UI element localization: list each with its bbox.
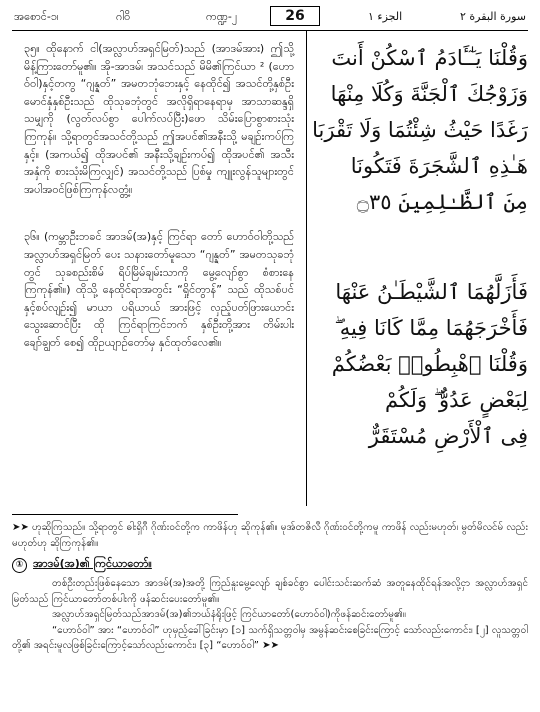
translation-column <box>24 40 294 382</box>
arabic-line: فَأَخْرَجَهُمَا مِمَّا كَانَا فِيهِ ۖ <box>334 316 528 340</box>
arabic-line: هَـٰذِهِ ٱلشَّجَرَةَ فَتَكُونَا <box>350 154 528 178</box>
juz-label: الجزء ١ <box>368 10 403 23</box>
arabic-line: وَقُلْنَا ٱهْبِطُوا۟ بَعْضُكُمْ <box>331 352 528 376</box>
column-divider <box>306 30 307 506</box>
footnote-number: ① <box>12 558 27 573</box>
arabic-line: رَغَدًا حَيْثُ شِئْتُمَا وَلَا تَقْرَبَا <box>312 118 528 142</box>
translation-verse-35: ၃၅။ ထိုနောက် ငါ(အလ္လာဟ်အရှင်မြတ်)သည် (အာဒမ်အား) ဤသို့မိန့်ကြားတော်မူ၏။ အို-အာဒမ်၊ အသင်သည် မိမိ၏ကြင်ယာ ² (ဟောဝ်ဝါ)နှင့်တကွ “ဂျန္နတ်” အမတဘုံဘေးနှင့် နေထိုင်၍ အသင်တို့နှစ်ဦး မောင်နှံနှစ်ဦးသည် ထိုသုခဘုံတွင် အလိုရှိရာနေရာမှ အာသာဆန္ဒရှိသမျှကို (လွတ်လပ်စွာ ပေါက်လပ်ပြီး)ဖော သိမ်းပြောစွာစားသုံးကြကုန်။ သို့ရာတွင်အသင်တို့သည် ဤအပင်၏အနီးသို့ မချဉ်းကပ်ကြနှင့်။ (အကယ်၍ ထိုအပင်၏ အနီးသို့ချဉ်းကပ်၍ ထိုအပင်၏ အသီး အနှံကို စားသုံးမိကြလျှင်) အသင်တို့သည် ပြစ်မှု ကျူးလွန်သူများတွင် အပါအဝင်ဖြစ်ကြကုန်လတ္တံ့။ <box>24 42 294 196</box>
footnote-line: “ဟောဝ်ဝါ” အား “ဟောဝ်ဝါ” ဟုမှည့်ခေါ်ခြင်းမှာ [၁] သက်ရှိသတ္တဝါမှ အမွန်ဆင်းစေခြင်းကြောင့် သော်လည်းကောင်း၊ [၂] လူသတ္တဝါတို့၏ အရင်းမူလဖြစ်ခြင်းကြောင့်သော်လည်းကောင်း၊ [၃] “ဟောဝ်ဝါ” ➤➤ <box>12 624 528 651</box>
section-label: ကဏ္ဍ-၂ <box>206 10 238 23</box>
arabic-line: وَزَوْجُكَ ٱلْجَنَّةَ وَكُلَا مِنْهَا <box>330 82 528 106</box>
translation-verse-36: ၃၆။ (ကမ္ဘာဦးဘခင် အာဒမ်(အ)နှင့် ကြင်ရာ တော် ဟောဝ်ဝါတို့သည် အလ္လာဟ်အရှင်မြတ် ပေး သနားတော်မူသော “ဂျန္နတ်” အမတသုခဘုံတွင် သုခစည်းစိမ် ရိပ်မြိမ်ချမ်းသာကို မွေ့လျော်စွာ စံစားနေကြကုန်၏။) ထိုသို့ နေထိုင်ရာအတွင်း “ရှိုင်တွာန်” သည် ထိုသစ်ပင်နှင့်စပ်လျဉ်း၍ မာယာ ပရိယာယ် အားဖြင့် လှည့်ပတ်ဖြားယောင်း သွေးဆောင်ပြီး ထို ကြင်ရာကြင်ဘက် နှစ်ဦးတို့အား တိမ်းပါး ချော်ချွတ် စေ၍ ထိုဥယျာဉ်တော်မှ နှင်ထုတ်လေ၏။ <box>24 230 294 349</box>
arabic-line: فَأَزَلَّهُمَا ٱلشَّيْطَـٰنُ عَنْهَا <box>335 280 528 304</box>
footnote-rule <box>12 514 238 515</box>
page-number: 26 <box>270 6 320 26</box>
arabic-verse-35 <box>312 40 528 220</box>
arabic-line: وَقُلْنَا يَـٰٓـَٔادَمُ ٱسْكُنْ أَنتَ <box>331 46 528 70</box>
arabic-line: فِى ٱلْأَرْضِ مُسْتَقَرٌّ <box>368 424 528 448</box>
footnote-heading <box>12 557 528 573</box>
arabic-line: لِبَعْضٍ عَدُوٌّ ۖ وَلَكُمْ <box>384 388 528 412</box>
chapter-label: ဂါဝိ <box>116 10 131 23</box>
volume-label: အစောင်-၁၊ <box>14 10 59 23</box>
footnote-line: အလ္လာဟ်အရှင်မြတ်သည်အာဒမ်(အ)၏ဘယ်နံရိုးဖြင့် ကြင်ယာတော်(ဟောဝ်ဝါ)ကိုဖန်ဆင်းတော်မူ၏။ <box>52 609 406 620</box>
footnote-continuation: ➤➤ ဟုဆိုကြသည်။ သို့ရာတွင် ဓါးရှိဂီ ဂိုဏ်းဝင်တို့က ကာဖိန်ဟု ဆိုကုန်၏။ မုအ်တဇိလီ ဂိုဏ်းဝင်တို့ကမူ ကာဖိန် လည်းမဟုတ်၊ မွတ်မိလင်မ် လည်းမဟုတ်ဟု ဆိုကြကုန်၏။ <box>12 522 528 549</box>
arabic-line: مِنَ ٱلظَّـٰلِمِينَ ۝٣٥ <box>356 190 528 214</box>
surah-label: سورة البقرة ٢ <box>460 10 527 23</box>
arabic-verse-36 <box>316 274 528 454</box>
header-rule <box>12 30 528 31</box>
arabic-column <box>312 40 528 508</box>
footnotes <box>12 520 528 654</box>
footnote-line: တစ်ဦးတည်းဖြစ်နေသော အာဒမ်(အ)အတို့ ကြည်နူးမွေ့လျော် ချစ်ခင်စွာ ပေါင်းသင်းဆက်ဆံ အတူနေထိုင်ရန်အလို့ငှာ အလ္လာဟ်အရှင်မြတ်သည် ကြင်ယာတော်တစ်ပါးကို ဖန်ဆင်းပေးတော်မူ၏။ <box>12 578 528 605</box>
footnote-title: အာဒမ်(အ)၏ ကြင်ယာတော်။ <box>33 557 152 570</box>
page-header <box>12 6 528 28</box>
